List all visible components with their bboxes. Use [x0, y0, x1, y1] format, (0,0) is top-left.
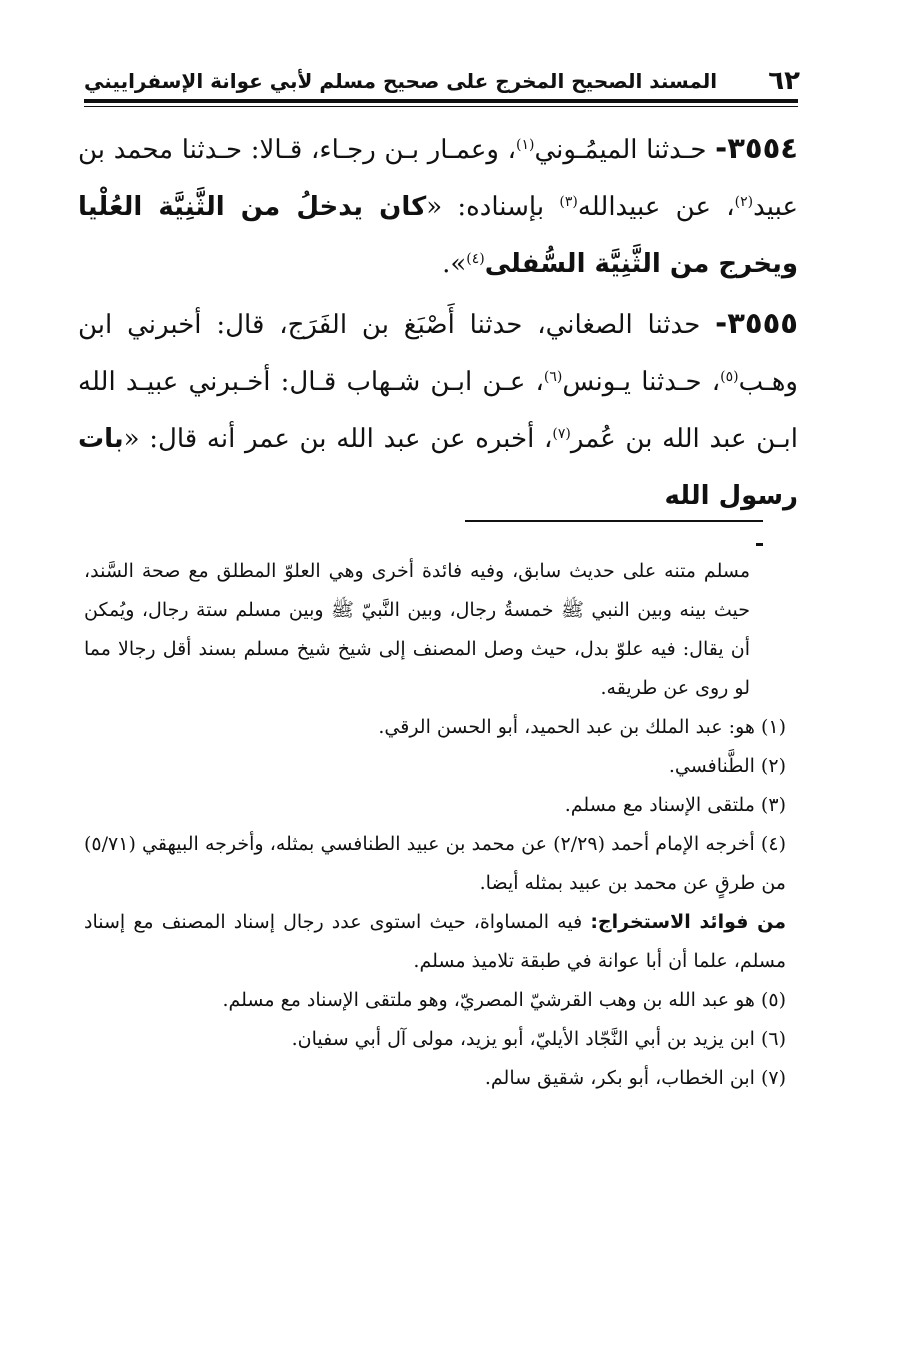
hadith-3555: [78, 295, 798, 525]
hadith-text: ، عن عبيدالله: [577, 192, 735, 222]
footnote-6: (٦) ابن يزيد بن أبي النَّجّاد الأيليّ، أبو يزيد، مولى آل أبي سفيان.: [291, 1028, 786, 1050]
hadith-text: بإسناده: «: [426, 192, 560, 222]
hadith-number: ٣٥٥٥-: [715, 306, 798, 340]
footnote-4: (٤) أخرجه الإمام أحمد (٢/٢٩) عن محمد بن عبيد الطنافسي بمثله، وأخرجه البيهقي (٥/٧١) من طرقٍ عن محمد بن عبيد بمثله أيضا.: [84, 833, 786, 894]
page-number: ٦٢: [768, 66, 800, 96]
footnote-1: (١) هو: عبد الملك بن عبد الحميد، أبو الحسن الرقي.: [378, 716, 786, 738]
footnote-5: (٥) هو عبد الله بن وهب القرشيّ المصريّ، وهو ملتقى الإسناد مع مسلم.: [222, 989, 786, 1011]
continuation-mark: [756, 543, 763, 546]
header-rule-thin: [84, 106, 798, 107]
hadith-number: ٣٥٥٤-: [715, 131, 798, 165]
footnote-ref: (٧): [552, 426, 571, 442]
footnotes: [84, 552, 786, 1098]
hadith-matn: كان يدخلُ من الثَّنِيَّة العُلْيا ويخرج من الثَّنِيَّة السُّفلى: [78, 192, 798, 279]
hadith-text: ، أخبره عن عبد الله بن عمر أنه قال: «: [123, 424, 553, 454]
hadith-3554: [78, 120, 798, 293]
footnote-ref: (٣): [559, 194, 578, 210]
main-text: [78, 120, 798, 527]
footnote-ref: (٦): [543, 369, 563, 385]
footnote-3: (٣) ملتقى الإسناد مع مسلم.: [564, 794, 786, 816]
hadith-matn: بات رسول الله: [78, 424, 798, 511]
running-title: المسند الصحيح المخرج على صحيح مسلم لأبي عوانة الإسفراييني: [84, 69, 718, 93]
footnote-2: (٢) الطَّنافسي.: [668, 755, 786, 777]
benefit-text: فيه المساواة، حيث استوى عدد رجال إسناد المصنف مع إسناد مسلم، علما أن أبا عوانة في طبقة تلاميذ مسلم.: [84, 911, 786, 972]
header-rule-thick: [84, 99, 798, 103]
hadith-text: حدثنا الصغاني، حدثنا أَصْبَغ بن الفَرَج، قال: أخبرني ابن وهـب: [78, 310, 798, 397]
footnote-ref: (٤): [466, 251, 485, 267]
page-header: [84, 64, 800, 98]
hadith-text: ».: [442, 249, 467, 279]
hadith-text: حـدثنا الميمُـوني: [534, 135, 716, 165]
hadith-text: ، وعمـار بـن رجـاء، قـالا: حـدثنا محمد بن عبيد: [78, 135, 798, 222]
benefit-label: من فوائد الاستخراج:: [590, 911, 787, 933]
footnote-ref: (٥): [720, 369, 739, 385]
hadith-text: ، حـدثنا يـونس: [562, 367, 721, 397]
footnote-continuation: مسلم متنه على حديث سابق، وفيه فائدة أخرى وهي العلوّ المطلق مع صحة السَّند، حيث بينه وبين النبي ﷺ خمسةُ رجال، وبين النَّبيّ ﷺ وبين مسلم ستة رجال، ويُمكن أن يقال: فيه علوّ بدل، حيث وصل المصنف إلى شيخ شيخ مسلم بسند أقل رجالا مما لو روى عن طريقه.: [84, 560, 750, 699]
footnote-7: (٧) ابن الخطاب، أبو بكر، شقيق سالم.: [484, 1067, 786, 1089]
footnote-benefit: [84, 903, 786, 981]
footnote-ref: (٢): [734, 194, 754, 210]
hadith-text: ، عـن ابـن شـهاب قـال: أخـبرني عبيـد الله ابـن عبد الله بن عُمر: [78, 367, 798, 454]
footnote-separator: [465, 520, 763, 522]
footnote-ref: (١): [515, 137, 535, 153]
